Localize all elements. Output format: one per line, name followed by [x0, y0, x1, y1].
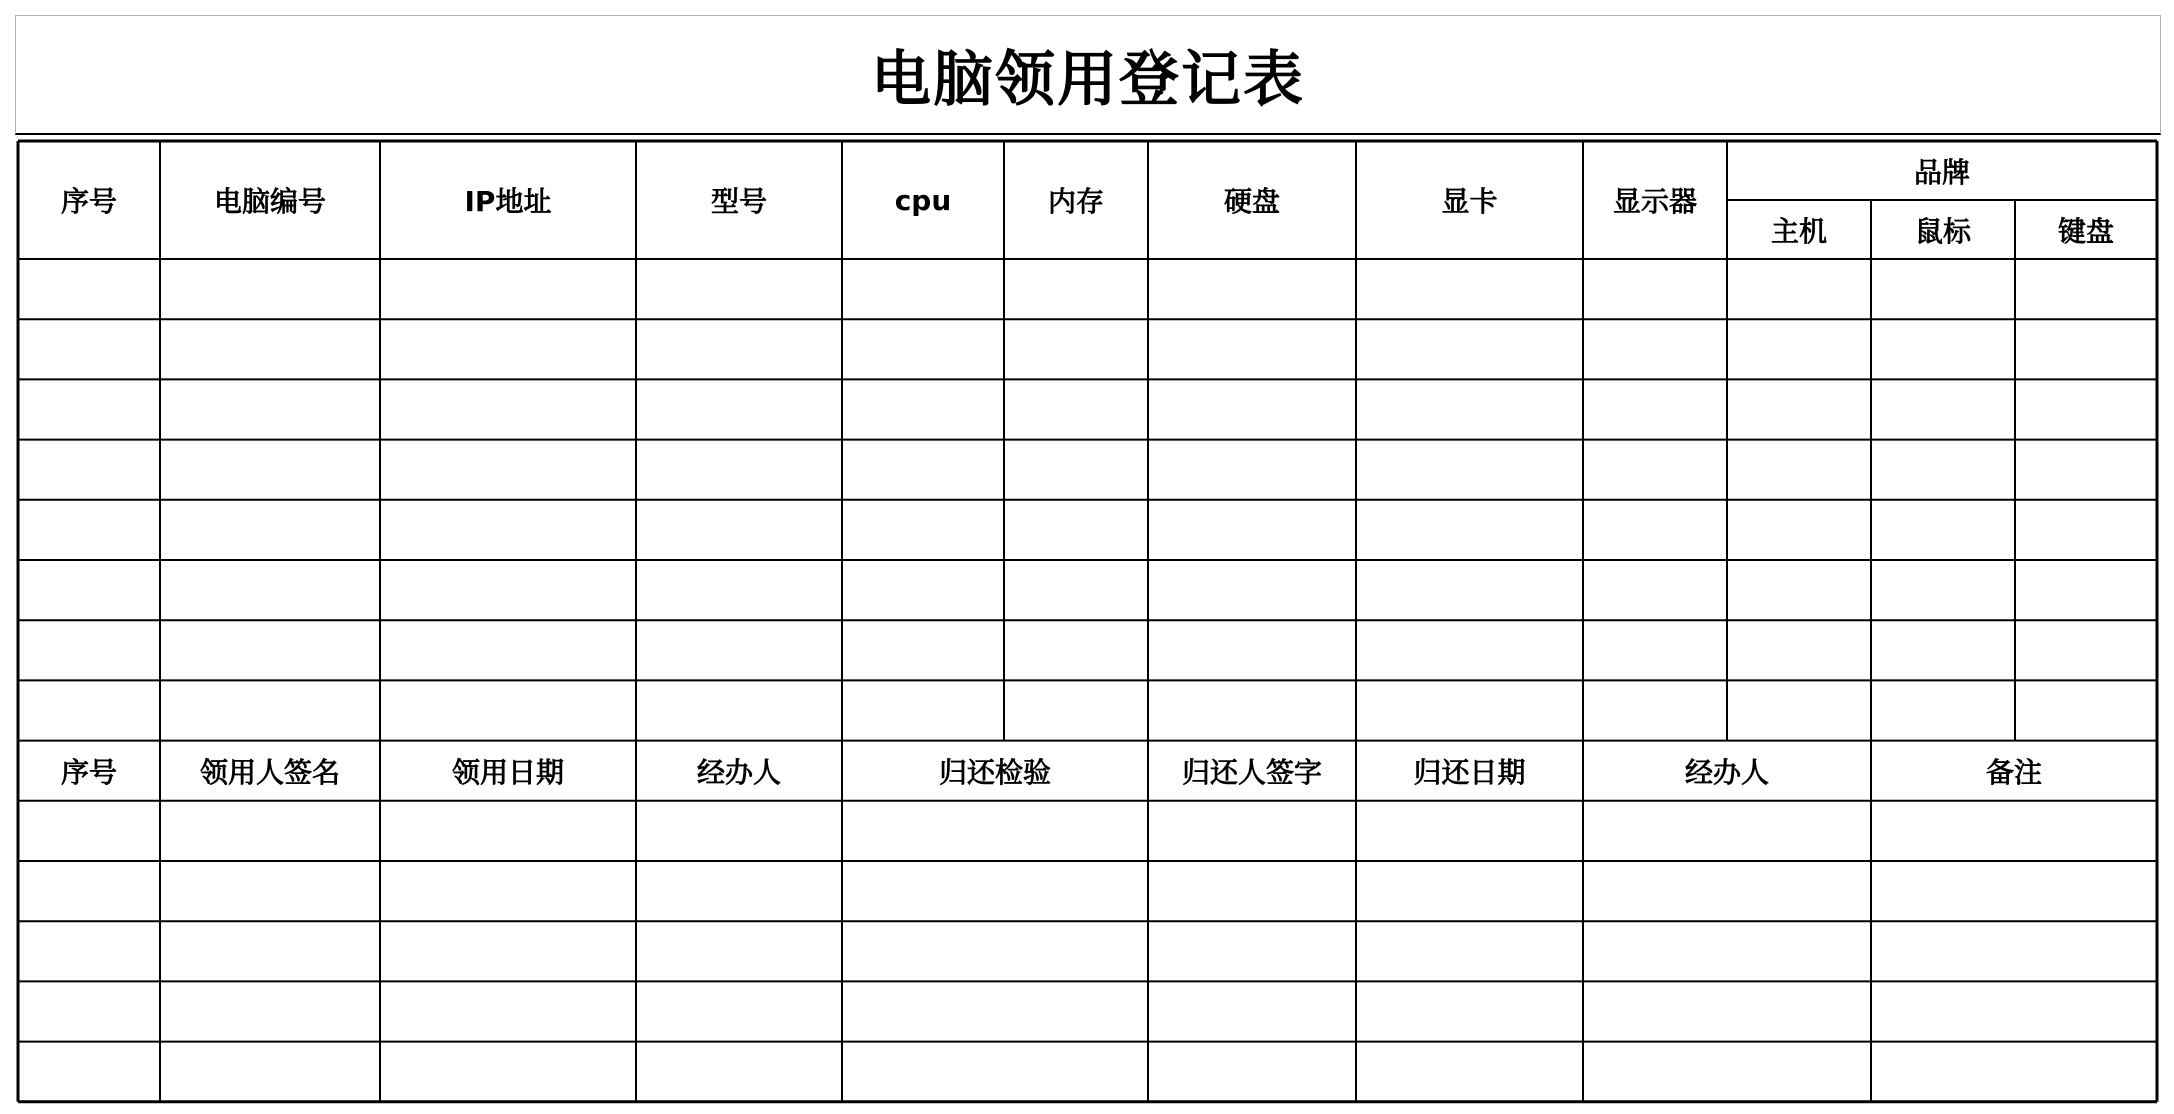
table-cell[interactable]	[1004, 319, 1148, 379]
table-cell[interactable]	[380, 921, 636, 981]
table-cell[interactable]	[1727, 319, 1871, 379]
table-cell[interactable]	[2015, 500, 2157, 560]
table-cell[interactable]	[380, 620, 636, 680]
table-cell[interactable]	[1004, 259, 1148, 319]
table-cell[interactable]	[18, 379, 160, 439]
table-cell[interactable]	[1356, 440, 1583, 500]
table-cell[interactable]	[1356, 379, 1583, 439]
table-cell[interactable]	[1004, 620, 1148, 680]
table-cell[interactable]	[1583, 680, 1727, 740]
table-cell[interactable]	[636, 560, 842, 620]
table-cell[interactable]	[1871, 1042, 2157, 1102]
header-cell: 显示器	[1612, 185, 1697, 218]
table-cell[interactable]	[1356, 259, 1583, 319]
header-sub-cell: 鼠标	[1914, 214, 1971, 248]
table-cell[interactable]	[1356, 801, 1583, 861]
table-cell[interactable]	[18, 1042, 160, 1102]
table-cell[interactable]	[18, 620, 160, 680]
table-cell[interactable]	[1727, 620, 1871, 680]
header-cell: 归还人签字	[1181, 755, 1322, 789]
table-cell[interactable]	[1583, 319, 1727, 379]
header-cell: 归还日期	[1413, 755, 1526, 789]
table-cell[interactable]	[380, 560, 636, 620]
table-cell[interactable]	[1583, 500, 1727, 560]
table-cell[interactable]	[160, 500, 380, 560]
table-cell[interactable]	[1871, 259, 2015, 319]
table-cell[interactable]	[636, 319, 842, 379]
table-cell[interactable]	[842, 440, 1004, 500]
table-cell[interactable]	[1004, 500, 1148, 560]
header-cell: 经办人	[1684, 755, 1769, 789]
table-cell[interactable]	[1583, 981, 1871, 1041]
table-cell[interactable]	[380, 500, 636, 560]
table-cell[interactable]	[2015, 259, 2157, 319]
table-cell[interactable]	[636, 921, 842, 981]
table-cell[interactable]	[1148, 1042, 1356, 1102]
table-cell[interactable]	[1148, 680, 1356, 740]
table-cell[interactable]	[636, 500, 842, 560]
header-cell: 序号	[60, 755, 117, 789]
table-cell[interactable]	[636, 440, 842, 500]
table-cell[interactable]	[1583, 801, 1871, 861]
table-cell[interactable]	[1356, 620, 1583, 680]
table-cell[interactable]	[160, 560, 380, 620]
table-cell[interactable]	[18, 259, 160, 319]
header-cell: 经办人	[696, 755, 781, 789]
header-cell: 序号	[60, 185, 117, 218]
table-cell[interactable]	[380, 801, 636, 861]
table-cell[interactable]	[1871, 620, 2015, 680]
table-cell[interactable]	[842, 680, 1004, 740]
table-cell[interactable]	[1583, 440, 1727, 500]
header-cell: 领用人签名	[199, 755, 340, 789]
table-cell[interactable]	[1727, 440, 1871, 500]
table-cell[interactable]	[1356, 861, 1583, 921]
header-cell: 电脑编号	[213, 185, 326, 218]
table-cell[interactable]	[160, 440, 380, 500]
table-cell[interactable]	[1356, 981, 1583, 1041]
table-cell[interactable]	[2015, 680, 2157, 740]
table-cell[interactable]	[160, 801, 380, 861]
table-cell[interactable]	[1871, 861, 2157, 921]
table-cell[interactable]	[160, 981, 380, 1041]
table-cell[interactable]	[18, 680, 160, 740]
header-cell: 归还检验	[938, 755, 1051, 789]
table-cell[interactable]	[1148, 801, 1356, 861]
table-cell[interactable]	[1148, 921, 1356, 981]
table-cell[interactable]	[1727, 259, 1871, 319]
header-cell: 型号	[710, 185, 767, 218]
table-cell[interactable]	[1727, 560, 1871, 620]
table-cell[interactable]	[842, 379, 1004, 439]
table-cell[interactable]	[2015, 560, 2157, 620]
table-cell[interactable]	[1148, 620, 1356, 680]
table-cell[interactable]	[1871, 440, 2015, 500]
header-cell: 硬盘	[1223, 185, 1280, 218]
header-cell: 领用日期	[451, 755, 564, 789]
table-cell[interactable]	[160, 1042, 380, 1102]
table-cell[interactable]	[380, 379, 636, 439]
table-cell[interactable]	[636, 981, 842, 1041]
table-cell[interactable]	[160, 379, 380, 439]
table-cell[interactable]	[1583, 560, 1727, 620]
table-cell[interactable]	[18, 981, 160, 1041]
table-cell[interactable]	[1871, 319, 2015, 379]
table-cell[interactable]	[842, 259, 1004, 319]
table-cell[interactable]	[636, 379, 842, 439]
table-cell[interactable]	[1871, 680, 2015, 740]
table-cell[interactable]	[842, 801, 1148, 861]
table-cell[interactable]	[160, 921, 380, 981]
table-cell[interactable]	[18, 921, 160, 981]
table-cell[interactable]	[18, 500, 160, 560]
table-cell[interactable]	[18, 861, 160, 921]
table-cell[interactable]	[1004, 560, 1148, 620]
table-cell[interactable]	[380, 319, 636, 379]
table-cell[interactable]	[160, 259, 380, 319]
table-cell[interactable]	[1356, 319, 1583, 379]
table-cell[interactable]	[1148, 560, 1356, 620]
table-cell[interactable]	[842, 560, 1004, 620]
table-cell[interactable]	[636, 1042, 842, 1102]
table-cell[interactable]	[1583, 921, 1871, 981]
table-cell[interactable]	[2015, 620, 2157, 680]
table-cell[interactable]	[1871, 981, 2157, 1041]
table-cell[interactable]	[380, 1042, 636, 1102]
table-cell[interactable]	[1583, 861, 1871, 921]
table-cell[interactable]	[18, 319, 160, 379]
table-cell[interactable]	[1356, 560, 1583, 620]
table-cell[interactable]	[842, 1042, 1148, 1102]
table-cell[interactable]	[636, 680, 842, 740]
table-cell[interactable]	[1871, 560, 2015, 620]
table-cell[interactable]	[842, 500, 1004, 560]
header-cell: IP地址	[464, 185, 552, 218]
table-cell[interactable]	[1148, 500, 1356, 560]
table-cell[interactable]	[160, 680, 380, 740]
table-cell[interactable]	[1148, 319, 1356, 379]
table-cell[interactable]	[1583, 259, 1727, 319]
table-cell[interactable]	[1004, 379, 1148, 439]
table-cell[interactable]	[1871, 921, 2157, 981]
table-cell[interactable]	[380, 259, 636, 319]
table-cell[interactable]	[2015, 440, 2157, 500]
header-cell: 备注	[1985, 755, 2042, 789]
table-cell[interactable]	[380, 981, 636, 1041]
table-cell[interactable]	[1727, 379, 1871, 439]
table-cell[interactable]	[160, 620, 380, 680]
table-cell[interactable]	[636, 861, 842, 921]
table-cell[interactable]	[842, 319, 1004, 379]
header-group-brand: 品牌	[1913, 155, 1970, 189]
table-cell[interactable]	[636, 259, 842, 319]
table-cell[interactable]	[1871, 379, 2015, 439]
table-cell[interactable]	[1356, 1042, 1583, 1102]
table-cell[interactable]	[160, 861, 380, 921]
table-cell[interactable]	[1148, 440, 1356, 500]
table-cell[interactable]	[1004, 440, 1148, 500]
table-cell[interactable]	[1356, 680, 1583, 740]
page-title: 电脑领用登记表	[871, 44, 1305, 115]
table-cell[interactable]	[1871, 500, 2015, 560]
table-cell[interactable]	[842, 921, 1148, 981]
table-cell[interactable]	[842, 981, 1148, 1041]
table-cell[interactable]	[160, 319, 380, 379]
table-cell[interactable]	[380, 440, 636, 500]
header-cell: cpu	[894, 183, 952, 217]
table-cell[interactable]	[636, 620, 842, 680]
table-cell[interactable]	[1583, 379, 1727, 439]
header-sub-cell: 主机	[1770, 214, 1827, 248]
table-cell[interactable]	[1583, 620, 1727, 680]
table-cell[interactable]	[1148, 379, 1356, 439]
table-cell[interactable]	[1727, 500, 1871, 560]
table-cell[interactable]	[1004, 680, 1148, 740]
table-cell[interactable]	[1148, 259, 1356, 319]
table-cell[interactable]	[1356, 500, 1583, 560]
table-cell[interactable]	[1727, 680, 1871, 740]
header-sub-cell: 键盘	[2057, 214, 2114, 248]
table-cell[interactable]	[636, 801, 842, 861]
table-cell[interactable]	[842, 861, 1148, 921]
table-cell[interactable]	[380, 680, 636, 740]
header-cell: 内存	[1047, 185, 1104, 218]
table-cell[interactable]	[2015, 319, 2157, 379]
table-cell[interactable]	[380, 861, 636, 921]
header-cell: 显卡	[1441, 185, 1498, 218]
table-cell[interactable]	[1148, 861, 1356, 921]
table-cell[interactable]	[1583, 1042, 1871, 1102]
table-cell[interactable]	[1871, 801, 2157, 861]
table-cell[interactable]	[1148, 981, 1356, 1041]
table-cell[interactable]	[18, 801, 160, 861]
table-cell[interactable]	[18, 440, 160, 500]
table-cell[interactable]	[842, 620, 1004, 680]
table-cell[interactable]	[2015, 379, 2157, 439]
table-cell[interactable]	[1356, 921, 1583, 981]
table-cell[interactable]	[18, 560, 160, 620]
